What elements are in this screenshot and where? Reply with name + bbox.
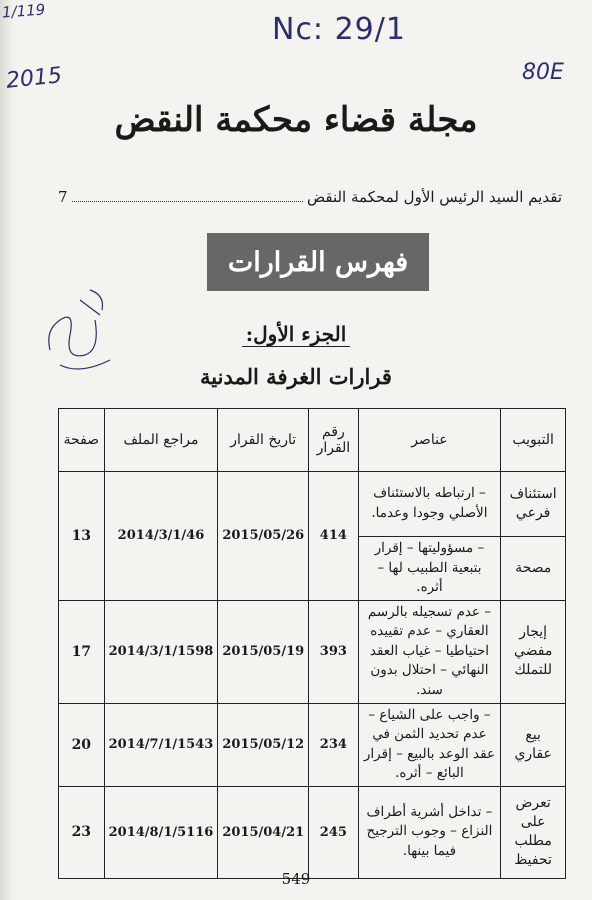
row-date: 2015/04/21 <box>218 786 309 878</box>
row-topic: مصحة <box>501 537 566 601</box>
table-row <box>59 786 566 878</box>
row-elements: – عدم تسجيله بالرسم العقاري – عدم تقييده احتياطيا – غياب العقد النهائي – احتلال بدون سند. <box>358 600 501 703</box>
row-topic: تعرض على مطلب تحفيظ <box>501 786 566 878</box>
row-page: 17 <box>59 600 105 703</box>
row-date: 2015/05/26 <box>218 472 309 601</box>
row-elements: – واجب على الشياع – عدم تحديد الثمن في عقد الوعد بالبيع – إقرار البائع – أثره. <box>358 703 501 786</box>
row-elements: – تداخل أشرية أطراف النزاع – وجوب الترجيح فيما بينها. <box>358 786 501 878</box>
row-topic: بيع عقاري <box>501 703 566 786</box>
row-page: 23 <box>59 786 105 878</box>
row-page: 20 <box>59 703 105 786</box>
part-label: الجزء الأول: <box>242 322 351 347</box>
row-file-ref: 2014/3/1/1598 <box>104 600 218 703</box>
row-date: 2015/05/19 <box>218 600 309 703</box>
intro-page: 7 <box>58 188 68 206</box>
row-decision-no: 393 <box>309 600 358 703</box>
row-file-ref: 2014/3/1/46 <box>104 472 218 601</box>
table-header-row <box>59 409 566 472</box>
header-page: صفحة <box>59 409 105 472</box>
row-decision-no: 245 <box>309 786 358 878</box>
handwritten-file-number: Nc: 29/1 <box>272 12 406 47</box>
row-elements: – ارتباطه بالاستئناف الأصلي وجودا وعدما. <box>358 472 501 537</box>
part-heading <box>0 322 592 346</box>
row-topic: استئناف فرعي <box>501 472 566 537</box>
header-elements: عناصر <box>358 409 501 472</box>
header-topic: التبويب <box>501 409 566 472</box>
intro-text: تقديم السيد الرئيس الأول لمحكمة النقض <box>306 188 562 206</box>
table-row <box>59 472 566 537</box>
table-row <box>59 703 566 786</box>
index-banner: فهرس القرارات <box>207 233 429 291</box>
journal-title: مجلة قضاء محكمة النقض <box>114 100 478 140</box>
handwritten-year: 2015 <box>4 63 64 94</box>
handwritten-note-right: 80E <box>522 60 564 85</box>
page-number: 549 <box>281 870 311 888</box>
row-date: 2015/05/12 <box>218 703 309 786</box>
leader-dots <box>72 200 303 202</box>
decisions-index-table <box>58 408 566 879</box>
header-file-ref: مراجع الملف <box>104 409 218 472</box>
row-topic: إيجار مفضي للتملك <box>501 600 566 703</box>
header-decision-no: رقم القرار <box>309 409 358 472</box>
row-page: 13 <box>59 472 105 601</box>
table-row <box>59 600 566 703</box>
row-decision-no: 234 <box>309 703 358 786</box>
row-decision-no: 414 <box>309 472 358 601</box>
handwritten-note-top-left: 1/119 <box>1 0 46 22</box>
chamber-title: قرارات الغرفة المدنية <box>200 364 392 389</box>
row-elements: – مسؤوليتها – إقرار بتبعية الطبيب لها – أثره. <box>358 537 501 601</box>
row-file-ref: 2014/8/1/5116 <box>104 786 218 878</box>
header-date: تاريخ القرار <box>218 409 309 472</box>
intro-line <box>58 188 562 206</box>
row-file-ref: 2014/7/1/1543 <box>104 703 218 786</box>
